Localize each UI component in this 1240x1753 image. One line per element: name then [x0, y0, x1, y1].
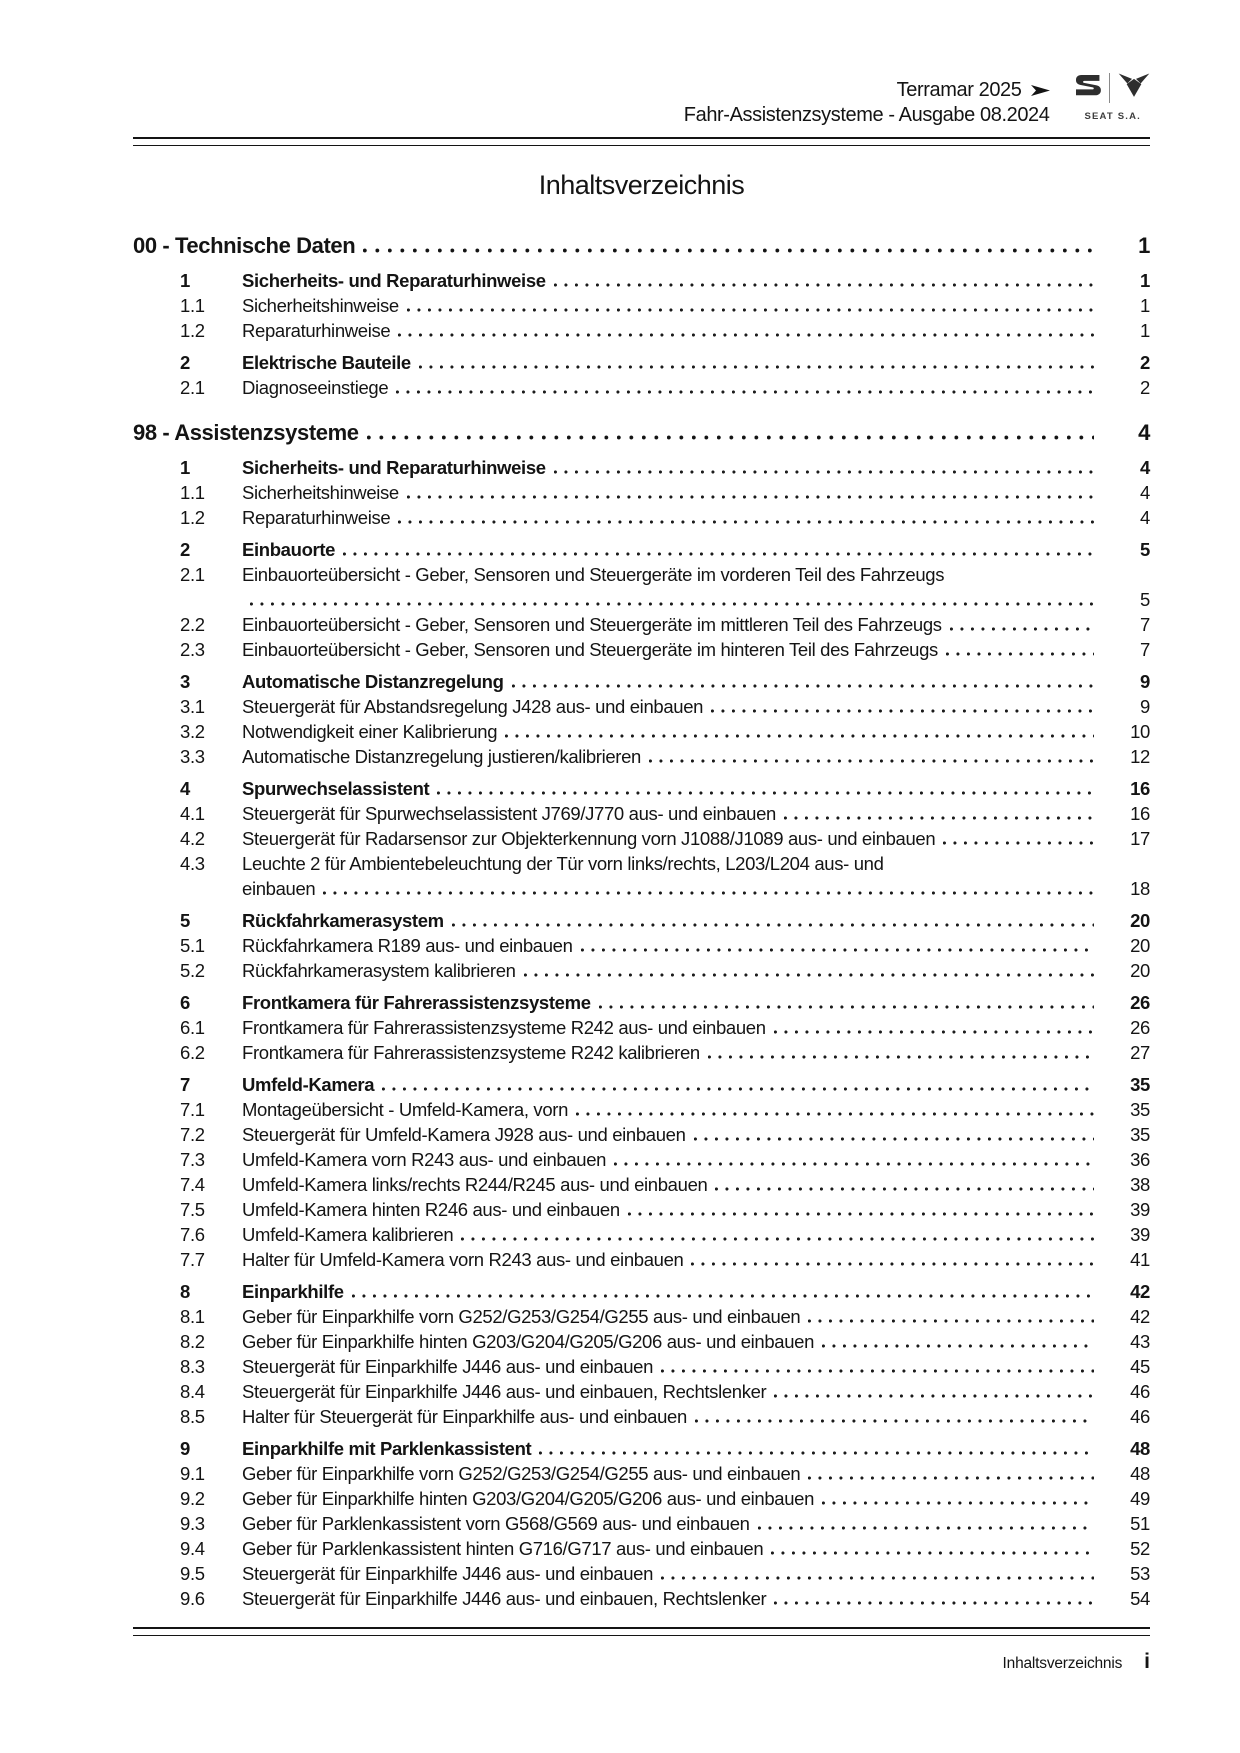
toc-entry-number: 7.6 — [180, 1224, 205, 1245]
toc-dot-leader — [708, 1055, 1094, 1059]
toc-entry-title: Einbauorteübersicht - Geber, Sensoren und Steuergeräte im mittleren Teil des Fahrzeugs — [242, 614, 942, 635]
toc-page-number: 45 — [1130, 1356, 1150, 1377]
toc-row — [133, 1072, 1150, 1097]
toc-row — [133, 1486, 1150, 1511]
toc-entry-title-continued: einbauen — [242, 878, 316, 899]
toc-chapter-label: 00 - Technische Daten — [133, 233, 356, 258]
toc-entry-title: Frontkamera für Fahrerassistenzsysteme R242 kalibrieren — [242, 1042, 700, 1063]
toc-dot-leader — [943, 841, 1094, 845]
toc-entry-number: 1.2 — [180, 320, 205, 341]
toc-row — [133, 231, 1150, 261]
toc-entry-number: 1.2 — [180, 507, 205, 528]
toc-row — [133, 1247, 1150, 1272]
toc-dot-leader — [628, 1212, 1094, 1216]
toc-page-number: 4 — [1138, 420, 1150, 445]
toc-entry-number: 1.1 — [180, 295, 205, 316]
toc-dot-leader — [505, 734, 1094, 738]
toc-dot-leader — [581, 948, 1094, 952]
toc-dot-leader — [771, 1551, 1094, 1555]
toc-entry-number: 7.2 — [180, 1124, 205, 1145]
toc-row — [133, 851, 1150, 876]
toc-entry-number: 2 — [180, 352, 190, 373]
toc-entry-title: Steuergerät für Einparkhilfe J446 aus- und einbauen — [242, 1563, 654, 1584]
toc-page-number: 1 — [1140, 295, 1150, 316]
toc-entry-number: 1 — [180, 457, 190, 478]
toc-entry-number: 7.5 — [180, 1199, 205, 1220]
toc-entry-number: 6.2 — [180, 1042, 205, 1063]
toc-dot-leader — [691, 1262, 1094, 1266]
page-footer — [133, 1650, 1150, 1674]
toc-dot-leader — [396, 390, 1094, 394]
document-title-line: Fahr-Assistenzsysteme - Ausgabe 08.2024 — [683, 104, 1050, 126]
toc-page-number: 4 — [1140, 457, 1150, 478]
toc-row — [133, 1436, 1150, 1461]
toc-row — [133, 1172, 1150, 1197]
toc-row — [133, 1354, 1150, 1379]
toc-row — [133, 933, 1150, 958]
toc-entry-number: 5 — [180, 910, 190, 931]
toc-row — [133, 1561, 1150, 1586]
toc-entry-number: 8 — [180, 1281, 190, 1302]
toc-page-number: 9 — [1140, 696, 1150, 717]
toc-row — [133, 801, 1150, 826]
toc-row — [133, 958, 1150, 983]
toc-entry-title: Automatische Distanzregelung — [242, 671, 504, 692]
toc-page-number: 1 — [1140, 320, 1150, 341]
toc-row — [133, 480, 1150, 505]
toc-dot-leader — [774, 1601, 1094, 1605]
toc-row — [133, 1329, 1150, 1354]
toc-entry-number: 2.1 — [180, 564, 205, 585]
toc-page-number: 35 — [1130, 1124, 1150, 1145]
model-name: Terramar 2025 — [896, 79, 1022, 101]
toc-row — [133, 350, 1150, 375]
toc-entry-number: 1 — [180, 270, 190, 291]
toc-page-number: 16 — [1130, 803, 1150, 824]
toc-entry-title: Reparaturhinweise — [242, 507, 391, 528]
toc-page-number: 4 — [1140, 507, 1150, 528]
toc-entry-number: 8.4 — [180, 1381, 205, 1402]
toc-entry-number: 7.7 — [180, 1249, 205, 1270]
toc-entry-title: Umfeld-Kamera — [242, 1074, 375, 1095]
toc-page-number: 26 — [1130, 1017, 1150, 1038]
toc-row — [133, 990, 1150, 1015]
toc-row — [133, 1197, 1150, 1222]
toc-dot-leader — [946, 652, 1094, 656]
toc-dot-leader — [774, 1394, 1094, 1398]
toc-entry-title: Steuergerät für Einparkhilfe J446 aus- und einbauen — [242, 1356, 654, 1377]
toc-dot-leader — [323, 891, 1094, 895]
toc-dot-leader — [437, 791, 1094, 795]
toc-page-number: 17 — [1130, 828, 1150, 849]
toc-dot-leader — [614, 1162, 1094, 1166]
toc-dot-leader — [822, 1501, 1094, 1505]
toc-dot-leader — [461, 1237, 1094, 1241]
toc-row — [133, 1379, 1150, 1404]
toc-dot-leader — [784, 816, 1094, 820]
toc-row — [133, 268, 1150, 293]
toc-entry-title: Elektrische Bauteile — [242, 352, 411, 373]
toc-entry-number: 9.4 — [180, 1538, 205, 1559]
toc-page-number: 39 — [1130, 1199, 1150, 1220]
cupra-logo-icon — [1118, 72, 1150, 104]
toc-page-number: 52 — [1130, 1538, 1150, 1559]
toc-row — [133, 537, 1150, 562]
toc-dot-leader — [398, 520, 1094, 524]
toc-page-number: 51 — [1130, 1513, 1150, 1534]
toc-dot-leader — [695, 1419, 1094, 1423]
toc-entry-title: Steuergerät für Abstandsregelung J428 aus- und einbauen — [242, 696, 704, 717]
toc-page-number: 20 — [1130, 935, 1150, 956]
toc-entry-number: 6 — [180, 992, 190, 1013]
toc-page-number: 43 — [1130, 1331, 1150, 1352]
toc-entry-title: Steuergerät für Einparkhilfe J446 aus- und einbauen, Rechtslenker — [242, 1381, 767, 1402]
toc-entry-title: Sicherheitshinweise — [242, 295, 399, 316]
toc-entry-title: Geber für Einparkhilfe hinten G203/G204/G205/G206 aus- und einbauen — [242, 1488, 815, 1509]
toc-dot-leader — [554, 283, 1094, 287]
page-title: Inhaltsverzeichnis — [538, 170, 745, 200]
toc-row — [133, 1015, 1150, 1040]
toc-page-number: 4 — [1140, 482, 1150, 503]
toc-page-number: 7 — [1140, 639, 1150, 660]
toc-row — [133, 1222, 1150, 1247]
toc-row — [133, 318, 1150, 343]
toc-page-number: 1 — [1140, 270, 1150, 291]
toc-entry-number: 6.1 — [180, 1017, 205, 1038]
toc-entry-title: Geber für Parklenkassistent vorn G568/G569 aus- und einbauen — [242, 1513, 750, 1534]
toc-entry-number: 1.1 — [180, 482, 205, 503]
toc-dot-leader — [419, 365, 1094, 369]
toc-dot-leader — [398, 333, 1094, 337]
toc-entry-number: 9.6 — [180, 1588, 205, 1609]
toc-entry-number: 5.1 — [180, 935, 205, 956]
toc-entry-title: Frontkamera für Fahrerassistenzsysteme R242 aus- und einbauen — [242, 1017, 766, 1038]
toc-chapter-label: 98 - Assistenzsysteme — [133, 420, 359, 445]
toc-row — [133, 669, 1150, 694]
toc-entry-number: 4.1 — [180, 803, 205, 824]
toc-entry-number: 8.3 — [180, 1356, 205, 1377]
toc-entry-number: 3 — [180, 671, 190, 692]
toc-row — [133, 776, 1150, 801]
toc-dot-leader — [758, 1526, 1094, 1530]
toc-dot-leader — [524, 973, 1094, 977]
toc-entry-number: 3.2 — [180, 721, 205, 742]
toc-entry-number: 2 — [180, 539, 190, 560]
toc-dot-leader — [661, 1369, 1094, 1373]
toc-row — [133, 1304, 1150, 1329]
toc — [133, 231, 1150, 1611]
toc-row — [133, 637, 1150, 662]
seat-logo-icon — [1076, 74, 1101, 102]
toc-row — [133, 293, 1150, 318]
footer-label: Inhaltsverzeichnis — [1002, 1655, 1123, 1672]
toc-entry-number: 4.2 — [180, 828, 205, 849]
toc-page-number: 48 — [1130, 1463, 1150, 1484]
toc-dot-leader — [250, 602, 1094, 606]
toc-page-number: 2 — [1140, 352, 1150, 373]
toc-entry-number: 8.5 — [180, 1406, 205, 1427]
toc-entry-title: Steuergerät für Umfeld-Kamera J928 aus- und einbauen — [242, 1124, 686, 1145]
toc-page-number: 35 — [1130, 1074, 1150, 1095]
toc-entry-number: 3.3 — [180, 746, 205, 767]
toc-entry-title: Spurwechselassistent — [242, 778, 430, 799]
toc-entry-number: 5.2 — [180, 960, 205, 981]
toc-row — [133, 1511, 1150, 1536]
toc-dot-leader — [822, 1344, 1094, 1348]
toc-entry-title: Rückfahrkamera R189 aus- und einbauen — [242, 935, 573, 956]
toc-entry-title: Umfeld-Kamera kalibrieren — [242, 1224, 454, 1245]
toc-entry-title: Halter für Umfeld-Kamera vorn R243 aus- und einbauen — [242, 1249, 684, 1270]
toc-page-number: 39 — [1130, 1224, 1150, 1245]
toc-page-number: 35 — [1130, 1099, 1150, 1120]
toc-page-number: 41 — [1130, 1249, 1150, 1270]
toc-row — [133, 418, 1150, 448]
toc-dot-leader — [715, 1187, 1094, 1191]
toc-row — [133, 826, 1150, 851]
toc-row-continuation — [133, 587, 1150, 612]
page-header — [133, 70, 1150, 128]
toc-entry-title: Diagnoseeinstiege — [242, 377, 389, 398]
toc-dot-leader — [407, 495, 1094, 499]
toc-entry-title: Rückfahrkamerasystem kalibrieren — [242, 960, 516, 981]
toc-entry-title: Sicherheits- und Reparaturhinweise — [242, 270, 546, 291]
toc-dot-leader — [711, 709, 1094, 713]
toc-dot-leader — [950, 627, 1094, 631]
toc-row — [133, 1279, 1150, 1304]
toc-entry-number: 8.2 — [180, 1331, 205, 1352]
toc-row — [133, 1122, 1150, 1147]
toc-entry-title: Einparkhilfe — [242, 1281, 344, 1302]
toc-entry-title: Einparkhilfe mit Parklenkassistent — [242, 1438, 532, 1459]
toc-entry-number: 4.3 — [180, 853, 205, 874]
toc-entry-title: Reparaturhinweise — [242, 320, 391, 341]
toc-row — [133, 694, 1150, 719]
toc-page-number: 5 — [1140, 589, 1150, 610]
toc-entry-number: 9.1 — [180, 1463, 205, 1484]
toc-dot-leader — [352, 1294, 1094, 1298]
toc-page-number: 53 — [1130, 1563, 1150, 1584]
toc-entry-number: 8.1 — [180, 1306, 205, 1327]
toc-row — [133, 1040, 1150, 1065]
toc-dot-leader — [774, 1030, 1094, 1034]
toc-row — [133, 375, 1150, 400]
logo-divider — [1109, 73, 1111, 103]
toc-page-number: 54 — [1130, 1588, 1150, 1609]
toc-row — [133, 719, 1150, 744]
toc-dot-leader — [452, 923, 1094, 927]
toc-dot-leader — [407, 308, 1094, 312]
toc-row — [133, 562, 1150, 587]
toc-dot-leader — [554, 470, 1094, 474]
toc-dot-leader — [367, 435, 1094, 440]
toc-entry-title: Umfeld-Kamera vorn R243 aus- und einbauen — [242, 1149, 607, 1170]
toc-dot-leader — [599, 1005, 1094, 1009]
toc-page-number: 1 — [1138, 233, 1150, 258]
toc-page-number: 42 — [1130, 1306, 1150, 1327]
toc-entry-number: 2.2 — [180, 614, 205, 635]
toc-entry-title: Automatische Distanzregelung justieren/kalibrieren — [242, 746, 641, 767]
pointer-arrow-icon — [1031, 84, 1050, 97]
brand-logo-block — [1076, 70, 1151, 122]
toc-entry-number: 2.1 — [180, 377, 205, 398]
toc-entry-title: Geber für Einparkhilfe hinten G203/G204/G205/G206 aus- und einbauen — [242, 1331, 815, 1352]
toc-entry-title: Rückfahrkamerasystem — [242, 910, 444, 931]
logo-row — [1076, 70, 1151, 106]
toc-row — [133, 1586, 1150, 1611]
toc-entry-title: Einbauorteübersicht - Geber, Sensoren und Steuergeräte im vorderen Teil des Fahrzeugs — [242, 564, 945, 585]
toc-page-number: 18 — [1130, 878, 1150, 899]
toc-entry-title: Geber für Einparkhilfe vorn G252/G253/G254/G255 aus- und einbauen — [242, 1306, 801, 1327]
toc-dot-leader — [649, 759, 1094, 763]
toc-entry-number: 9.2 — [180, 1488, 205, 1509]
toc-page-number: 9 — [1140, 671, 1150, 692]
toc-entry-title: Steuergerät für Radarsensor zur Objekterkennung vorn J1088/J1089 aus- und einbauen — [242, 828, 936, 849]
toc-page-number: 2 — [1140, 377, 1150, 398]
toc-entry-number: 3.1 — [180, 696, 205, 717]
toc-row — [133, 1404, 1150, 1429]
toc-dot-leader — [661, 1576, 1094, 1580]
toc-entry-title: Sicherheitshinweise — [242, 482, 399, 503]
toc-row — [133, 1461, 1150, 1486]
toc-dot-leader — [512, 684, 1094, 688]
toc-entry-number: 9 — [180, 1438, 190, 1459]
header-text-block — [684, 70, 1050, 128]
toc-entry-title: Einbauorte — [242, 539, 336, 560]
toc-dot-leader — [808, 1476, 1094, 1480]
toc-dot-leader — [576, 1112, 1094, 1116]
toc-dot-leader — [382, 1087, 1094, 1091]
toc-row — [133, 505, 1150, 530]
toc-entry-number: 7.1 — [180, 1099, 205, 1120]
toc-entry-title: Umfeld-Kamera links/rechts R244/R245 aus- und einbauen — [242, 1174, 708, 1195]
toc-page-number: 27 — [1130, 1042, 1150, 1063]
toc-page-number: 46 — [1130, 1381, 1150, 1402]
toc-entry-title: Sicherheits- und Reparaturhinweise — [242, 457, 546, 478]
toc-row — [133, 744, 1150, 769]
toc-page-number: 49 — [1130, 1488, 1150, 1509]
toc-row — [133, 1147, 1150, 1172]
toc-entry-title: Geber für Einparkhilfe vorn G252/G253/G254/G255 aus- und einbauen — [242, 1463, 801, 1484]
toc-page-number: 10 — [1130, 721, 1150, 742]
toc-page-number: 7 — [1140, 614, 1150, 635]
toc-page-number: 38 — [1130, 1174, 1150, 1195]
header-rule — [133, 137, 1150, 146]
toc-row — [133, 1097, 1150, 1122]
toc-dot-leader — [539, 1451, 1094, 1455]
toc-entry-title: Steuergerät für Einparkhilfe J446 aus- und einbauen, Rechtslenker — [242, 1588, 767, 1609]
toc-row — [133, 612, 1150, 637]
toc-entry-number: 9.5 — [180, 1563, 205, 1584]
toc-dot-leader — [343, 552, 1094, 556]
toc-page-number: 20 — [1130, 960, 1150, 981]
toc-entry-title: Montageübersicht - Umfeld-Kamera, vorn — [242, 1099, 569, 1120]
toc-page-number: 46 — [1130, 1406, 1150, 1427]
toc-row — [133, 908, 1150, 933]
model-line — [684, 78, 1050, 103]
toc-entry-number: 9.3 — [180, 1513, 205, 1534]
toc-entry-title: Einbauorteübersicht - Geber, Sensoren und Steuergeräte im hinteren Teil des Fahrzeugs — [242, 639, 938, 660]
footer-rule — [133, 1627, 1150, 1636]
toc-entry-title: Leuchte 2 für Ambientebeleuchtung der Tür vorn links/rechts, L203/L204 aus- und — [242, 853, 884, 874]
toc-entry-number: 7.4 — [180, 1174, 205, 1195]
toc-dot-leader — [363, 248, 1094, 253]
toc-page-number: 42 — [1130, 1281, 1150, 1302]
toc-entry-title: Steuergerät für Spurwechselassistent J769/J770 aus- und einbauen — [242, 803, 776, 824]
toc-page-number: 12 — [1130, 746, 1150, 767]
toc-dot-leader — [808, 1319, 1094, 1323]
toc-row — [133, 455, 1150, 480]
toc-page-number: 48 — [1130, 1438, 1150, 1459]
company-name: SEAT S.A. — [1084, 111, 1142, 122]
toc-entry-number: 2.3 — [180, 639, 205, 660]
toc-page-number: 16 — [1130, 778, 1150, 799]
toc-entry-title: Frontkamera für Fahrerassistenzsysteme — [242, 992, 591, 1013]
toc-page-number: 20 — [1130, 910, 1150, 931]
toc-row — [133, 1536, 1150, 1561]
toc-page-number: 36 — [1130, 1149, 1150, 1170]
toc-dot-leader — [694, 1137, 1094, 1141]
toc-row-continuation — [133, 876, 1150, 901]
toc-entry-title: Umfeld-Kamera hinten R246 aus- und einbauen — [242, 1199, 620, 1220]
toc-page-number: 26 — [1130, 992, 1150, 1013]
toc-entry-number: 7 — [180, 1074, 190, 1095]
toc-entry-number: 7.3 — [180, 1149, 205, 1170]
toc-entry-title: Geber für Parklenkassistent hinten G716/G717 aus- und einbauen — [242, 1538, 764, 1559]
toc-entry-title: Halter für Steuergerät für Einparkhilfe aus- und einbauen — [242, 1406, 687, 1427]
toc-entry-number: 4 — [180, 778, 190, 799]
footer-page-number: i — [1144, 1650, 1150, 1673]
toc-page-number: 5 — [1140, 539, 1150, 560]
toc-entry-title: Notwendigkeit einer Kalibrierung — [242, 721, 498, 742]
